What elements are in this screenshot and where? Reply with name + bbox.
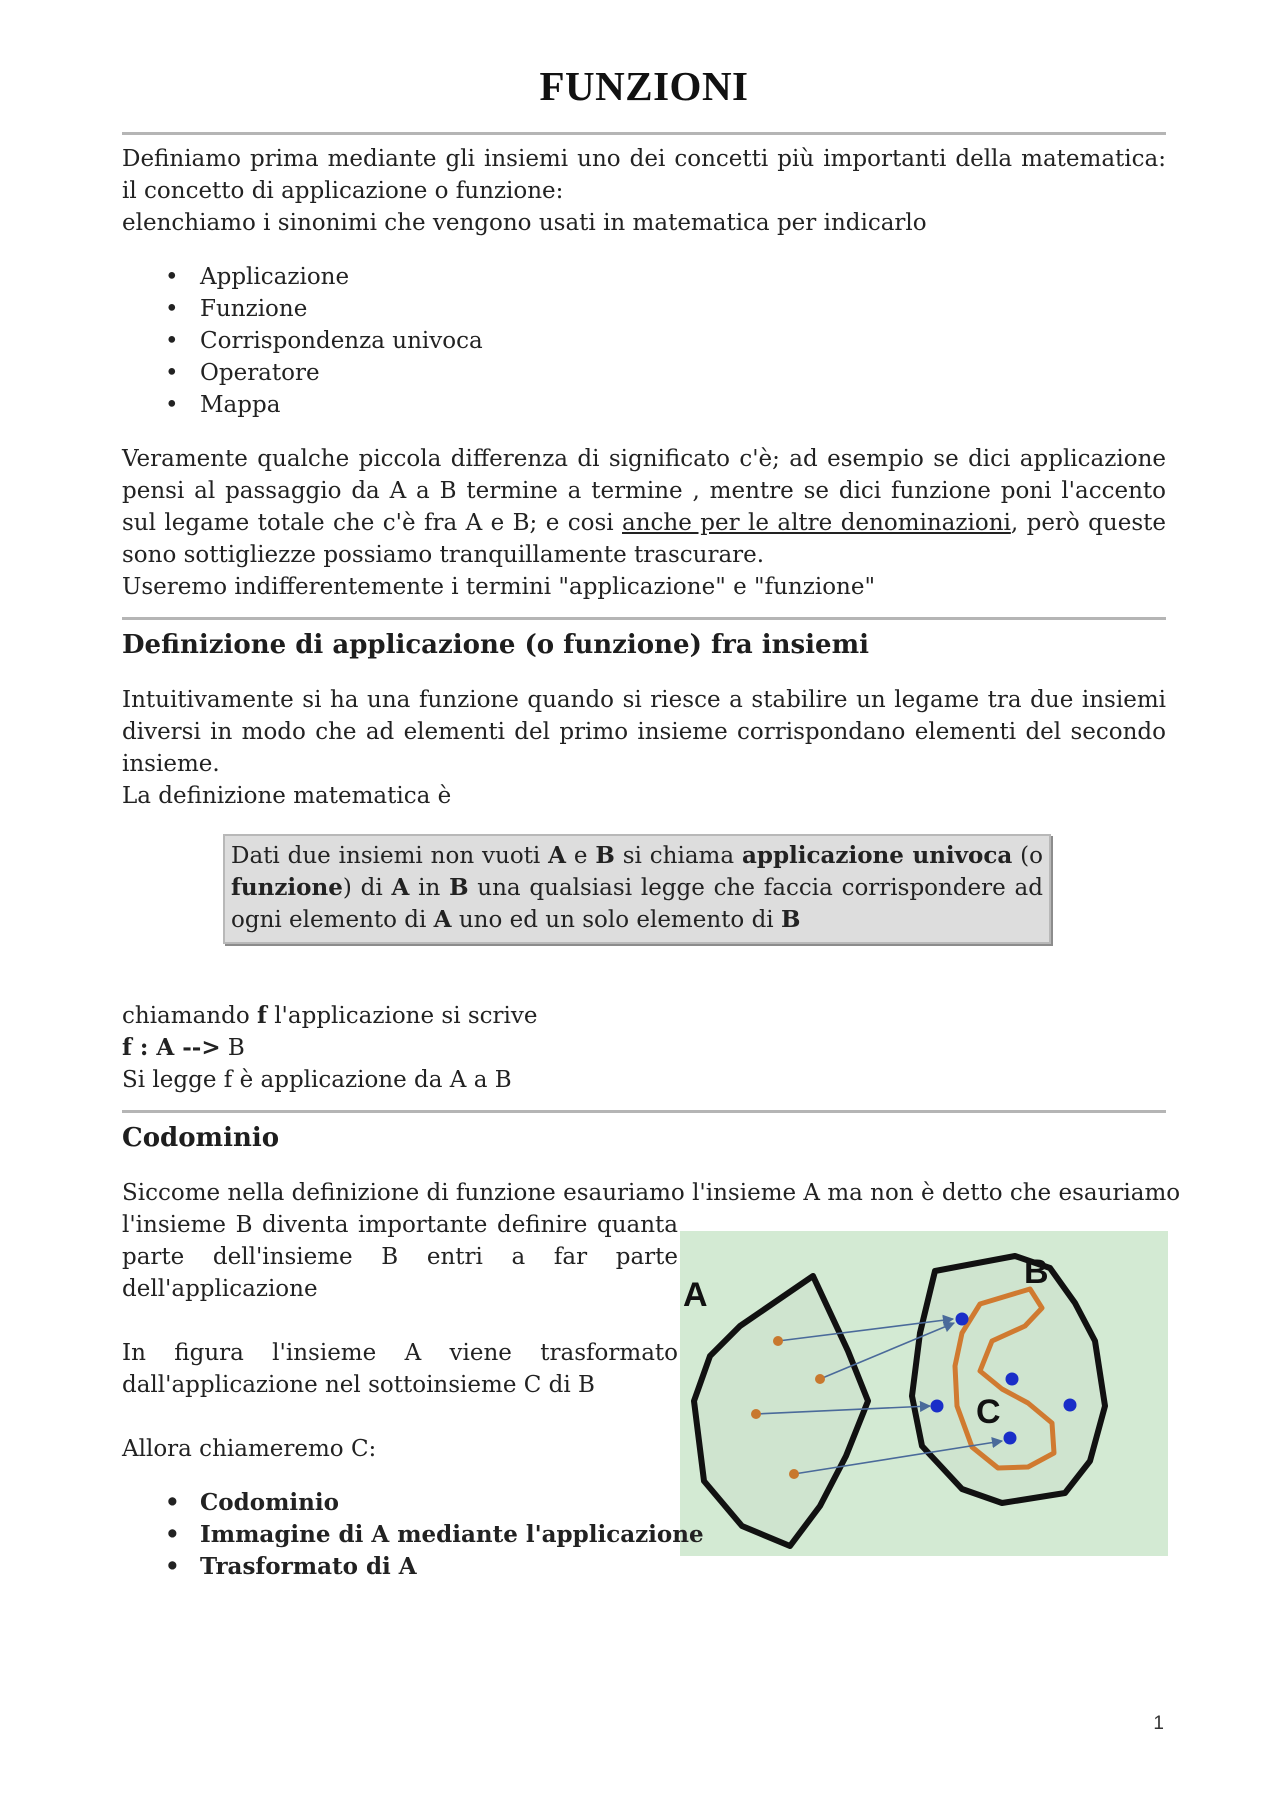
section-heading-definition: Definizione di applicazione (o funzione) fra insiemi — [122, 630, 869, 660]
divider — [122, 617, 1166, 620]
list-item: • Trasformato di A — [200, 1551, 1166, 1583]
math-def-intro: La definizione matematica è — [122, 783, 452, 809]
element-a-dot — [789, 1469, 799, 1479]
codomain-text: Siccome nella definizione di funzione esauriamo l'insieme A ma non è detto che esauriamo — [122, 1180, 1181, 1206]
notation-text: chiamando f l'applicazione si scrive — [122, 1002, 538, 1029]
page-title: FUNZIONI — [539, 63, 749, 109]
note-block — [122, 443, 1166, 603]
call-c-text: Allora chiameremo C: — [122, 1436, 377, 1462]
note-text: Veramente qualche piccola differenza di significato c'è; ad esempio se dici applicazione pensi al passaggio da A a B termine a termine , mentre se dici funzione poni l'accento sul legame totale che c'è fra A e B; e cosi anche per le altre denominazioni, però queste sono sottigliezze possiamo tranquillamente trascurare. — [122, 446, 1166, 568]
label-a: A — [683, 1276, 708, 1314]
intro-text: Definiamo prima mediante gli insiemi uno dei concetti più importanti della matematica: il concetto di applicazione o funzione: — [122, 146, 1166, 204]
codomain-names-list — [122, 1487, 1166, 1583]
note-text-2: Useremo indifferentemente i termini "applicazione" e "funzione" — [122, 574, 876, 600]
notation-block — [122, 1000, 1166, 1096]
codomain-left-column — [122, 1209, 678, 1465]
list-item: • Corrispondenza univoca — [200, 325, 1166, 357]
list-item: • Immagine di A mediante l'applicazione — [200, 1519, 1166, 1551]
element-b-dot — [956, 1313, 969, 1326]
list-item: • Funzione — [200, 293, 1166, 325]
codomain-body — [122, 1209, 1166, 1583]
element-b-dot — [1004, 1432, 1017, 1445]
element-a-dot — [751, 1409, 761, 1419]
element-a-dot — [773, 1336, 783, 1346]
reading-text: Si legge f è applicazione da A a B — [122, 1067, 512, 1093]
element-b-dot — [1006, 1373, 1019, 1386]
list-item: • Operatore — [200, 357, 1166, 389]
figure-description: In figura l'insieme A viene trasformato dall'applicazione nel sottoinsieme C di B — [122, 1340, 678, 1398]
page-number: 1 — [1153, 1713, 1164, 1734]
element-b-dot — [1064, 1399, 1077, 1412]
element-b-dot — [931, 1400, 944, 1413]
divider — [122, 132, 1166, 135]
intro-block — [122, 143, 1166, 239]
section-heading-codomain: Codominio — [122, 1123, 280, 1153]
formula: f : A --> B — [122, 1034, 245, 1061]
definition-box — [223, 834, 1051, 944]
label-b: B — [1024, 1253, 1049, 1291]
intro-text-2: elenchiamo i sinonimi che vengono usati in matematica per indicarlo — [122, 210, 927, 236]
codomain-text-2: l'insieme B diventa importante definire quanta parte dell'insieme B entri a far parte dell'applicazione — [122, 1212, 678, 1302]
list-item: • Mappa — [200, 389, 1166, 421]
intuition-text: Intuitivamente si ha una funzione quando si riesce a stabilire un legame tra due insiemi diversi in modo che ad elementi del primo insieme corrispondano elementi del secondo insieme. — [122, 687, 1166, 777]
definition-text: Dati due insiemi non vuoti A e B si chiama applicazione univoca (o funzione) di A in B una qualsiasi legge che faccia corrispondere ad ogni elemento di A uno ed un solo elemento di B — [231, 842, 1044, 933]
synonyms-list — [122, 261, 1166, 421]
label-c: C — [976, 1393, 1001, 1431]
list-item: • Codominio — [200, 1487, 1166, 1519]
page — [122, 0, 1181, 1583]
underlined-text: anche per le altre denominazioni — [622, 510, 1011, 536]
list-item: • Applicazione — [200, 261, 1166, 293]
element-a-dot — [815, 1374, 825, 1384]
divider — [122, 1110, 1166, 1113]
